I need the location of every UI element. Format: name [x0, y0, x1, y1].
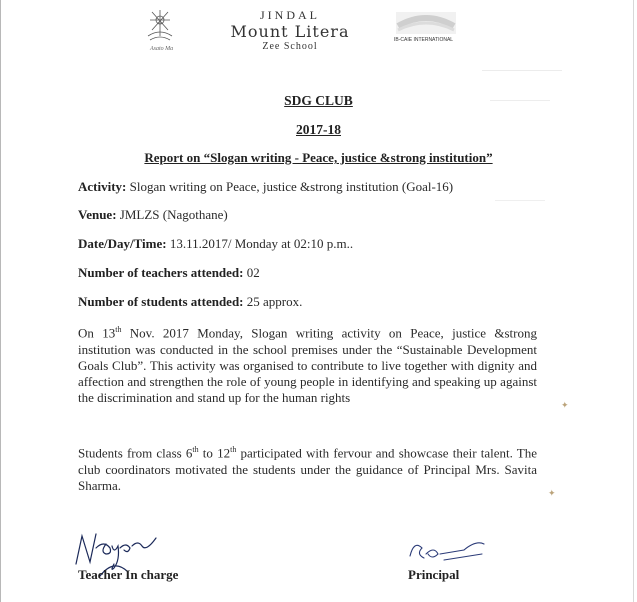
datetime-label: Date/Day/Time: [78, 236, 167, 251]
datetime-value: 13.11.2017/ Monday at 02:10 p.m.. [166, 236, 354, 251]
principal-label: Principal [408, 567, 460, 582]
brand-name: Mount Litera [230, 22, 350, 41]
bleed-through-artifact [495, 200, 545, 209]
students-label: Number of students attended: [78, 294, 244, 309]
activity-field [78, 179, 453, 195]
para2-pre: Students from class 6 [78, 445, 193, 461]
para2-rest: participated with fervour and showcase their talent. The club coordinators motivated the students under the guidance of Principal Mrs. Savita Sharma. [78, 445, 537, 493]
paragraph-description [78, 322, 537, 406]
activity-label: Activity: [78, 179, 127, 194]
smudge-mark: ✦ [548, 488, 556, 498]
para1-rest: Nov. 2017 Monday, Slogan writing activity on Peace, justice &strong institution was conducted in the school premises under the “Sustainable Development Goals Club”. This activity was organised to contribute to live together with dignity and affection and strengthen the role of young people in identifying and speaking up against the discrimination and stand up for the human rights [78, 325, 537, 406]
paragraph-participation [78, 442, 537, 494]
year-title: 2017-18 [296, 122, 341, 137]
brand-sub: Zee School [262, 41, 318, 52]
datetime-field [78, 236, 353, 252]
para1-pre: On 13 [78, 325, 116, 341]
club-title: SDG CLUB [284, 93, 353, 108]
para2-sup2: th [230, 445, 237, 454]
international-logo-text: IB-CAIE INTERNATIONAL [394, 37, 454, 43]
bleed-through-artifact [482, 70, 562, 79]
principal-signature-icon [404, 532, 494, 568]
letterhead [0, 0, 637, 60]
page-right-edge [633, 0, 634, 602]
venue-label: Venue: [78, 207, 117, 222]
venue-field [78, 207, 228, 223]
students-field [78, 294, 302, 310]
venue-value: JMLZS (Nagothane) [116, 207, 228, 222]
teacher-in-charge-label: Teacher In charge [78, 567, 179, 582]
teachers-label: Number of teachers attended: [78, 265, 244, 280]
crest-caption: Asato Ma [150, 46, 174, 52]
teachers-field [78, 265, 260, 281]
para1-sup: th [115, 325, 122, 334]
brand-top: JINDAL [260, 8, 320, 22]
students-value: 25 approx. [243, 294, 303, 309]
para2-sup1: th [192, 445, 199, 454]
para2-mid: to 12 [198, 445, 231, 461]
smudge-mark: ✦ [561, 400, 569, 410]
school-brand [220, 8, 360, 52]
teachers-value: 02 [243, 265, 260, 280]
activity-value: Slogan writing on Peace, justice &strong institution (Goal-16) [126, 179, 454, 194]
page-left-edge [0, 0, 1, 602]
report-title: Report on “Slogan writing - Peace, justice &strong institution” [144, 150, 493, 165]
